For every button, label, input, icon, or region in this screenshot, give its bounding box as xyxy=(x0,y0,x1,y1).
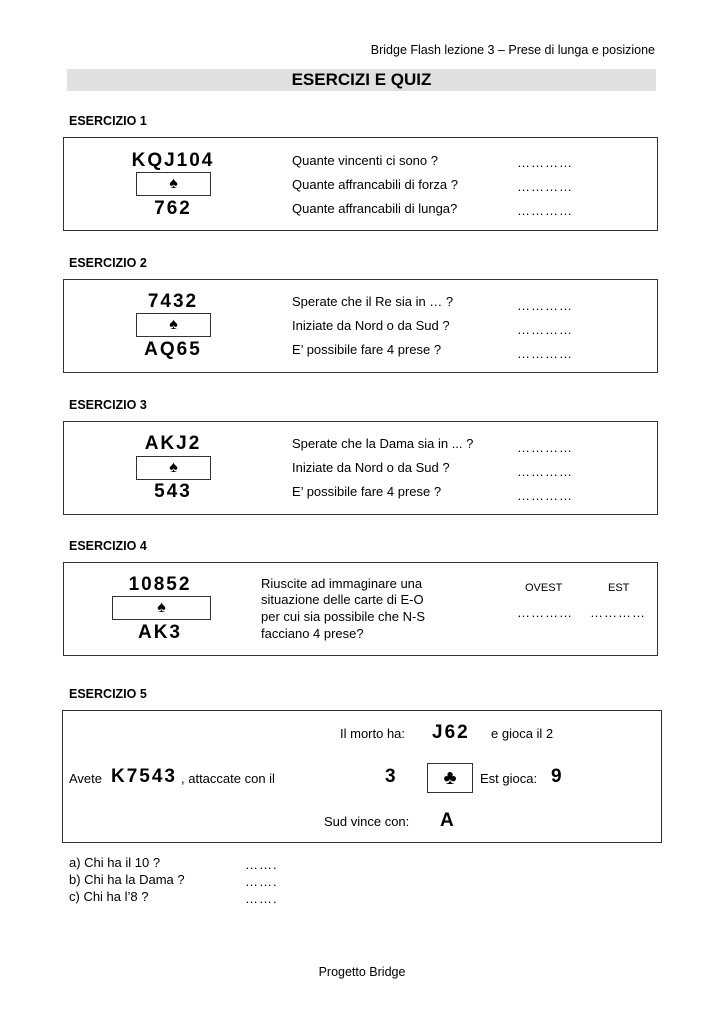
exercise-4-south-hand: AK3 xyxy=(137,622,182,643)
exercise-3-label: ESERCIZIO 3 xyxy=(69,398,147,412)
east-label: Est gioca: xyxy=(480,771,538,786)
exercise-2-south-hand: AQ65 xyxy=(144,339,202,360)
exercise-2-question-3: E’ possibile fare 4 prese ? xyxy=(292,342,442,357)
exercise-3-question-3: E’ possibile fare 4 prese ? xyxy=(292,484,442,499)
exercise-1-south-hand: 762 xyxy=(154,198,192,219)
spade-icon: ♠ xyxy=(169,175,178,192)
exercise-2-label: ESERCIZIO 2 xyxy=(69,256,147,270)
exercise-4-west-label: OVEST xyxy=(525,582,563,594)
spade-icon: ♠ xyxy=(157,599,166,616)
exercise-4-text-line-2: situazione delle carte di E-O xyxy=(261,592,424,607)
exercise-4-text-line-3: per cui sia possibile che N-S xyxy=(261,609,426,624)
exercise-3-question-2: Iniziate da Nord o da Sud ? xyxy=(292,460,450,475)
exercise-3-question-1: Sperate che la Dama sia in ... ? xyxy=(292,436,474,451)
exercise-4-text-line-4: facciano 4 prese? xyxy=(261,626,364,641)
exercise-4-east-answer: ………… xyxy=(590,605,646,620)
exercise-2-answer-2: ………… xyxy=(517,322,573,337)
quiz-answer-c: ……. xyxy=(245,891,278,906)
header-subtitle: Bridge Flash lezione 3 – Prese di lunga e posizione xyxy=(370,43,655,57)
dummy-label: Il morto ha: xyxy=(340,726,406,741)
exercise-5-label: ESERCIZIO 5 xyxy=(69,687,147,701)
exercise-3-north-hand: AKJ2 xyxy=(144,433,202,454)
exercise-1-answer-1: ………… xyxy=(517,155,573,170)
exercise-3-suit-box xyxy=(136,456,211,480)
south-card: A xyxy=(440,810,456,831)
quiz-question-a: a) Chi ha il 10 ? xyxy=(69,855,161,870)
exercise-4-label: ESERCIZIO 4 xyxy=(69,539,147,553)
exercise-1-answer-3: ………… xyxy=(517,203,573,218)
avete-label: Avete xyxy=(69,771,103,786)
page-title: ESERCIZI E QUIZ xyxy=(67,69,656,91)
exercise-4-suit-box xyxy=(112,596,211,620)
exercise-1-suit-box xyxy=(136,172,211,196)
exercise-2-question-2: Iniziate da Nord o da Sud ? xyxy=(292,318,450,333)
exercise-2-question-1: Sperate che il Re sia in … ? xyxy=(292,294,454,309)
footer: Progetto Bridge xyxy=(318,965,406,979)
exercise-4-west-answer: ………… xyxy=(517,605,573,620)
dummy-play: e gioca il 2 xyxy=(491,726,554,741)
dummy-hand: J62 xyxy=(432,722,470,743)
exercise-2-answer-3: ………… xyxy=(517,346,573,361)
exercise-3-answer-3: ………… xyxy=(517,488,573,503)
exercise-3-south-hand: 543 xyxy=(154,481,192,502)
club-icon: ♣ xyxy=(443,767,457,789)
exercise-1-question-3: Quante affrancabili di lunga? xyxy=(292,201,458,216)
quiz-question-b: b) Chi ha la Dama ? xyxy=(69,872,185,887)
lead-card: 3 xyxy=(385,766,398,787)
quiz-answer-b: ……. xyxy=(245,874,278,889)
exercise-1-question-2: Quante affrancabili di forza ? xyxy=(292,177,458,192)
quiz-answer-a: ……. xyxy=(245,857,278,872)
exercise-2-suit-box xyxy=(136,313,211,337)
exercise-1-north-hand: KQJ104 xyxy=(131,150,215,171)
exercise-5-suit-box xyxy=(427,763,473,793)
exercise-2-answer-1: ………… xyxy=(517,298,573,313)
south-label: Sud vince con: xyxy=(324,814,410,829)
exercise-1-question-1: Quante vincenti ci sono ? xyxy=(292,153,438,168)
exercise-2-north-hand: 7432 xyxy=(147,291,199,312)
spade-icon: ♠ xyxy=(169,316,178,333)
quiz-question-c: c) Chi ha l’8 ? xyxy=(69,889,149,904)
lead-text: , attaccate con il xyxy=(181,771,275,786)
exercise-3-answer-2: ………… xyxy=(517,464,573,479)
own-hand: K7543 xyxy=(111,766,177,787)
exercise-4-north-hand: 10852 xyxy=(128,574,192,595)
exercise-3-answer-1: ………… xyxy=(517,440,573,455)
exercise-4-east-label: EST xyxy=(608,582,630,594)
exercise-1-answer-2: ………… xyxy=(517,179,573,194)
east-card: 9 xyxy=(551,766,564,787)
exercise-4-text-line-1: Riuscite ad immaginare una xyxy=(261,576,423,591)
spade-icon: ♠ xyxy=(169,459,178,476)
exercise-1-label: ESERCIZIO 1 xyxy=(69,114,147,128)
